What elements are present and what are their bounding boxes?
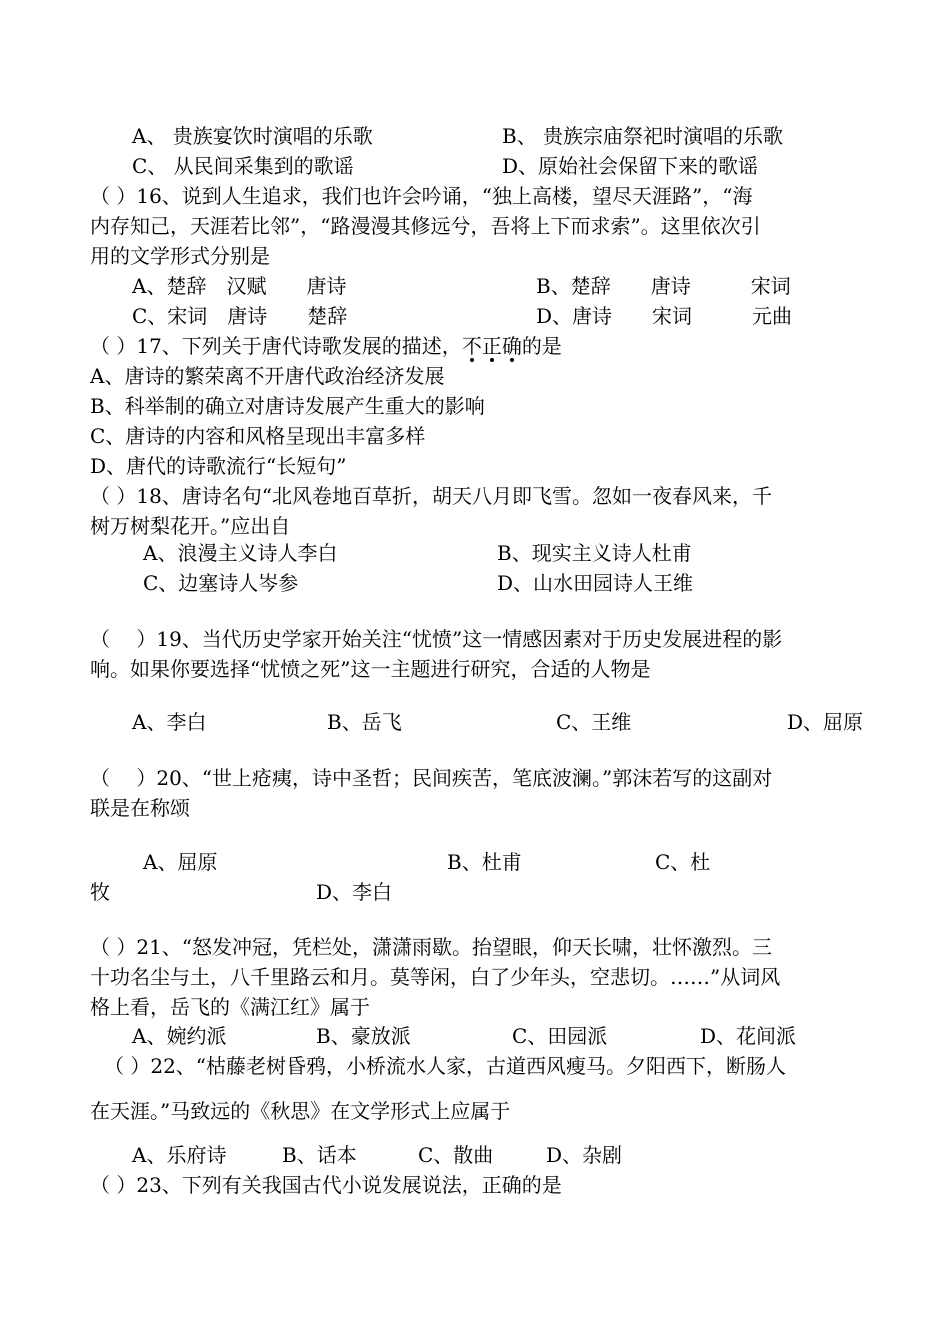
q17-emphasis-char-3: 确	[501, 334, 522, 358]
q16-option-b: B、楚辞 唐诗 宋词	[536, 274, 791, 298]
q16-option-c: C、宋词 唐诗 楚辞	[132, 304, 348, 328]
q21-option-b: B、豪放派	[316, 1024, 411, 1048]
q22-option-c: C、散曲	[418, 1143, 494, 1167]
q16-stem-line3: 用的文学形式分别是	[90, 244, 270, 268]
q22-option-a: A、乐府诗	[132, 1143, 227, 1167]
q22-option-d: D、杂剧	[546, 1143, 623, 1167]
q20-stem-line2: 联是在称颂	[90, 796, 190, 820]
q18-option-d: D、山水田园诗人王维	[497, 571, 694, 595]
q22-stem-line2: 在天涯。”马致远的《秋思》在文学形式上应属于	[90, 1099, 511, 1123]
q19-option-a: A、李白	[132, 710, 207, 734]
q21-stem-line3: 格上看，岳飞的《满江红》属于	[90, 995, 370, 1019]
q20-option-d: D、李白	[316, 880, 393, 904]
q17-option-c: C、唐诗的内容和风格呈现出丰富多样	[90, 424, 426, 448]
q16-option-d: D、唐诗 宋词 元曲	[536, 304, 793, 328]
q18-option-b: B、现实主义诗人杜甫	[497, 541, 692, 565]
q15-option-c: C、 从民间采集到的歌谣	[132, 154, 354, 178]
q15-option-b: B、 贵族宗庙祭祀时演唱的乐歌	[502, 124, 784, 148]
q19-stem-line2: 响。如果你要选择“忧愤之死”这一主题进行研究，合适的人物是	[90, 657, 651, 681]
q20-option-c-continued: 牧	[90, 880, 110, 904]
q17-stem	[90, 331, 562, 361]
q17-option-b: B、科举制的确立对唐诗发展产生重大的影响	[90, 394, 485, 418]
q21-option-c: C、田园派	[512, 1024, 608, 1048]
q17-option-d: D、唐代的诗歌流行“长短句”	[90, 454, 347, 478]
q21-stem-line2: 十功名尘与土，八千里路云和月。莫等闲，白了少年头，空悲切。……”从词风	[90, 965, 781, 989]
q21-option-a: A、婉约派	[132, 1024, 227, 1048]
q17-emphasis-char-1: 不	[461, 334, 482, 358]
q17-option-a: A、唐诗的繁荣离不开唐代政治经济发展	[90, 364, 445, 388]
q16-stem-line2: 内存知己，天涯若比邻”，“路漫漫其修远兮，吾将上下而求索”。这里依次引	[90, 214, 761, 238]
q16-option-a: A、楚辞 汉赋 唐诗	[132, 274, 347, 298]
q17-stem-prefix: （ ）17、下列关于唐代诗歌发展的描述，	[90, 334, 462, 358]
q22-option-b: B、话本	[282, 1143, 357, 1167]
q20-option-c: C、杜	[655, 850, 711, 874]
q15-option-d: D、原始社会保留下来的歌谣	[502, 154, 759, 178]
q20-option-a: A、屈原	[143, 850, 218, 874]
q16-stem-line1: （ ）16、说到人生追求，我们也许会吟诵，“独上高楼，望尽天涯路”，“海	[90, 184, 753, 208]
q20-stem-line1: （ ）20、“世上疮痍，诗中圣哲；民间疾苦，笔底波澜。”郭沫若写的这副对	[90, 766, 773, 790]
q20-option-b: B、杜甫	[447, 850, 522, 874]
q23-stem-line1: （ ）23、下列有关我国古代小说发展说法，正确的是	[90, 1173, 562, 1197]
q18-option-c: C、边塞诗人岑参	[143, 571, 299, 595]
q19-stem-line1: （ ）19、当代历史学家开始关注“忧愤”这一情感因素对于历史发展进程的影	[90, 627, 783, 651]
q17-emphasis-char-2: 正	[481, 334, 502, 358]
q19-option-d: D、屈原	[787, 710, 864, 734]
q17-stem-suffix: 的是	[521, 334, 562, 358]
q18-stem-line1: （ ）18、唐诗名句“北风卷地百草折，胡天八月即飞雪。忽如一夜春风来，千	[90, 484, 773, 508]
q18-option-a: A、浪漫主义诗人李白	[143, 541, 338, 565]
q21-option-d: D、花间派	[700, 1024, 797, 1048]
q18-stem-line2: 树万树梨花开。”应出自	[90, 514, 291, 538]
q21-stem-line1: （ ）21、“怒发冲冠，凭栏处，潇潇雨歇。抬望眼，仰天长啸，壮怀激烈。三	[90, 935, 773, 959]
q19-option-c: C、王维	[556, 710, 632, 734]
q22-stem-line1: （ ）22、“枯藤老树昏鸦，小桥流水人家，古道西风瘦马。夕阳西下，断肠人	[104, 1054, 787, 1078]
q19-option-b: B、岳飞	[327, 710, 402, 734]
q15-option-a: A、 贵族宴饮时演唱的乐歌	[132, 124, 373, 148]
